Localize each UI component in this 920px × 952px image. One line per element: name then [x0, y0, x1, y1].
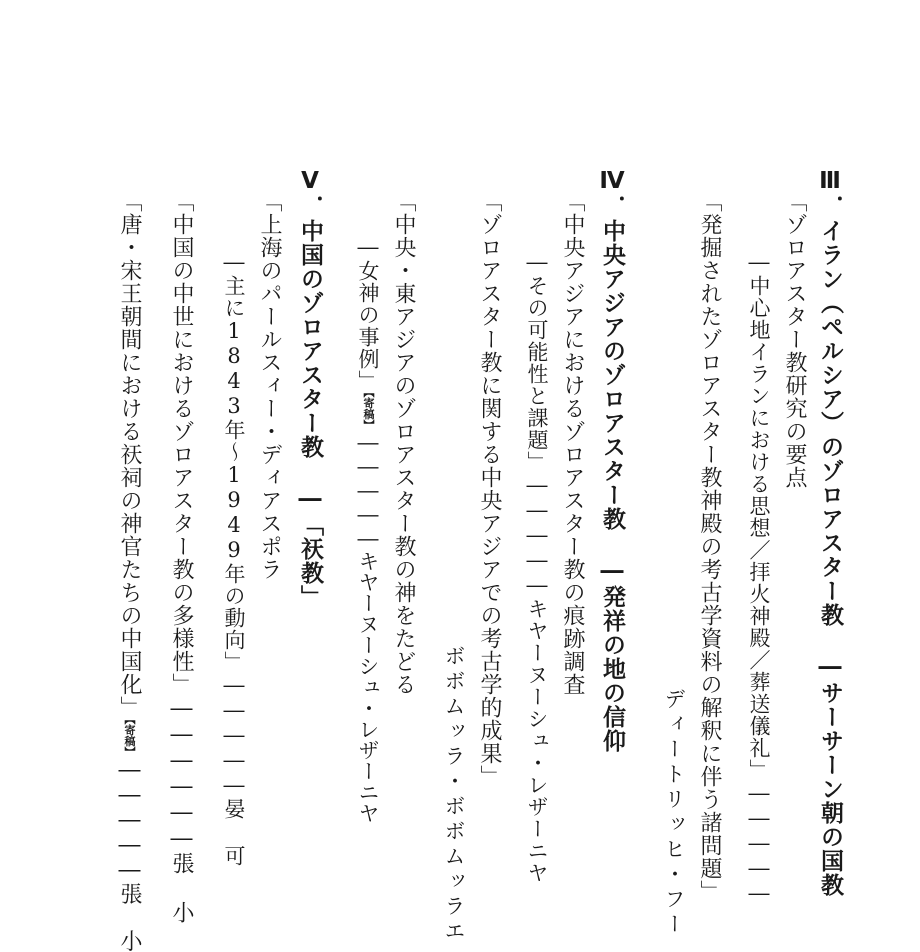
entry-title: 「中国の中世におけるゾロアスター教の多様性」――――――張 小 [169, 190, 194, 924]
entry-title: 「ゾロアスター教研究の要点 [782, 190, 807, 489]
entry-subtitle [357, 235, 378, 824]
entry-title: 「中央・東アジアのゾロアスター教の神をたどる [391, 190, 416, 696]
entry-title: 「ゾロアスター教に関する中央アジアでの考古学的成果」 [477, 190, 502, 788]
entry-subtitle-text: ―女神の事例」 [356, 235, 380, 392]
entry-title-text: 「唐・宋王朝間における祆祠の神官たちの中国化」 [117, 190, 142, 719]
section-heading-v: Ⅴ．中国のゾロアスター教 ―「祆教」 [297, 168, 323, 609]
entry-author: ディートリッヒ・フー [662, 688, 686, 938]
entry-author: ボボムッラ・ボボムッラエ [442, 645, 466, 945]
entry-subtitle: ―その可能性と課題」―――――キヤーヌーシュ・レザーニヤ [525, 250, 549, 884]
entry-title: 「上海のパールスィー・ディアスポラ [257, 190, 282, 581]
entry-title: 「発掘されたゾロアスター教神殿の考古学資料の解釈に伴う諸問題」 [697, 190, 722, 903]
entry-subtitle: ―中心地イランにおける思想／拝火神殿／葬送儀礼」――――― [747, 250, 771, 906]
section-heading-iii: Ⅲ．イラン（ペルシア）のゾロアスター教 ―サーサーン朝の国教 [817, 168, 843, 897]
entry-subtitle-author: ―――――キヤーヌーシュ・レザーニヤ [356, 430, 380, 824]
entry-title: 「中央アジアにおけるゾロアスター教の痕跡調査 [560, 190, 585, 696]
contribution-tag: 【寄稿】 [123, 719, 136, 758]
contribution-tag: 【寄稿】 [362, 392, 375, 431]
entry-title [118, 190, 140, 952]
entry-subtitle: ―主に1843年～1949年の動向」―――――晏 可 [222, 250, 246, 867]
section-heading-iv: Ⅳ．中央アジアのゾロアスター教 ―発祥の地の信仰 [599, 168, 625, 753]
entry-title-author: ―――――張 小 [117, 757, 142, 952]
